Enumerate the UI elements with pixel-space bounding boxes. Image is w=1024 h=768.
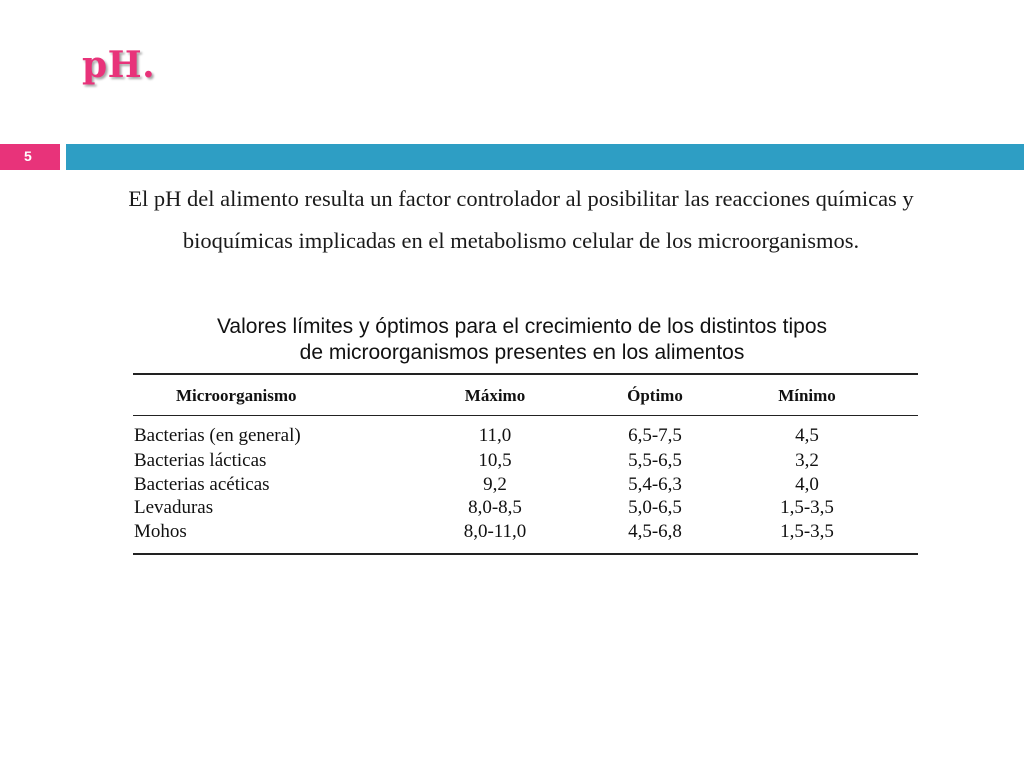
cell-maximo: 10,5: [478, 450, 512, 471]
header-maximo: Máximo: [464, 386, 526, 405]
cell-minimo: 1,5-3,5: [780, 521, 834, 542]
header-microorganismo: Microorganismo: [176, 386, 297, 405]
cell-optimo: 4,5-6,8: [628, 521, 682, 542]
cell-microorganismo: Bacterias lácticas: [134, 450, 267, 471]
cell-maximo: 8,0-11,0: [463, 521, 527, 542]
cell-optimo: 6,5-7,5: [628, 425, 682, 446]
cell-optimo: 5,4-6,3: [628, 474, 682, 495]
cell-minimo: 3,2: [795, 450, 819, 471]
table-title: [160, 314, 884, 366]
cell-minimo: 4,5: [795, 425, 819, 446]
cell-optimo: 5,0-6,5: [628, 497, 682, 518]
table-bottom-rule: [133, 553, 918, 555]
cell-minimo: 1,5-3,5: [780, 497, 834, 518]
body-paragraph: El pH del alimento resulta un factor controlador al posibilitar las reacciones químicas y bioquímicas implicadas en el metabolismo celular de los microorganismos.: [128, 186, 914, 253]
table-header-rule: [133, 415, 918, 416]
cell-microorganismo: Bacterias acéticas: [134, 474, 270, 495]
cell-maximo: 9,2: [483, 474, 507, 495]
cell-maximo: 8,0-8,5: [468, 497, 522, 518]
cell-optimo: 5,5-6,5: [628, 450, 682, 471]
cell-microorganismo: Bacterias (en general): [134, 425, 301, 446]
slide-title: pH.: [82, 44, 156, 86]
header-minimo: Mínimo: [778, 386, 836, 405]
table-top-rule: [133, 373, 918, 375]
table-title-line-2: de microorganismos presentes en los alimentos: [299, 341, 745, 364]
table-title-line-1: Valores límites y óptimos para el crecimiento de los distintos tipos: [216, 315, 828, 338]
cell-microorganismo: Mohos: [134, 521, 187, 542]
cell-minimo: 4,0: [795, 474, 819, 495]
cell-microorganismo: Levaduras: [134, 497, 214, 518]
header-bar: [66, 144, 1024, 170]
header-optimo: Óptimo: [627, 386, 683, 405]
cell-maximo: 11,0: [478, 425, 512, 446]
slide-number: 5: [24, 148, 32, 164]
